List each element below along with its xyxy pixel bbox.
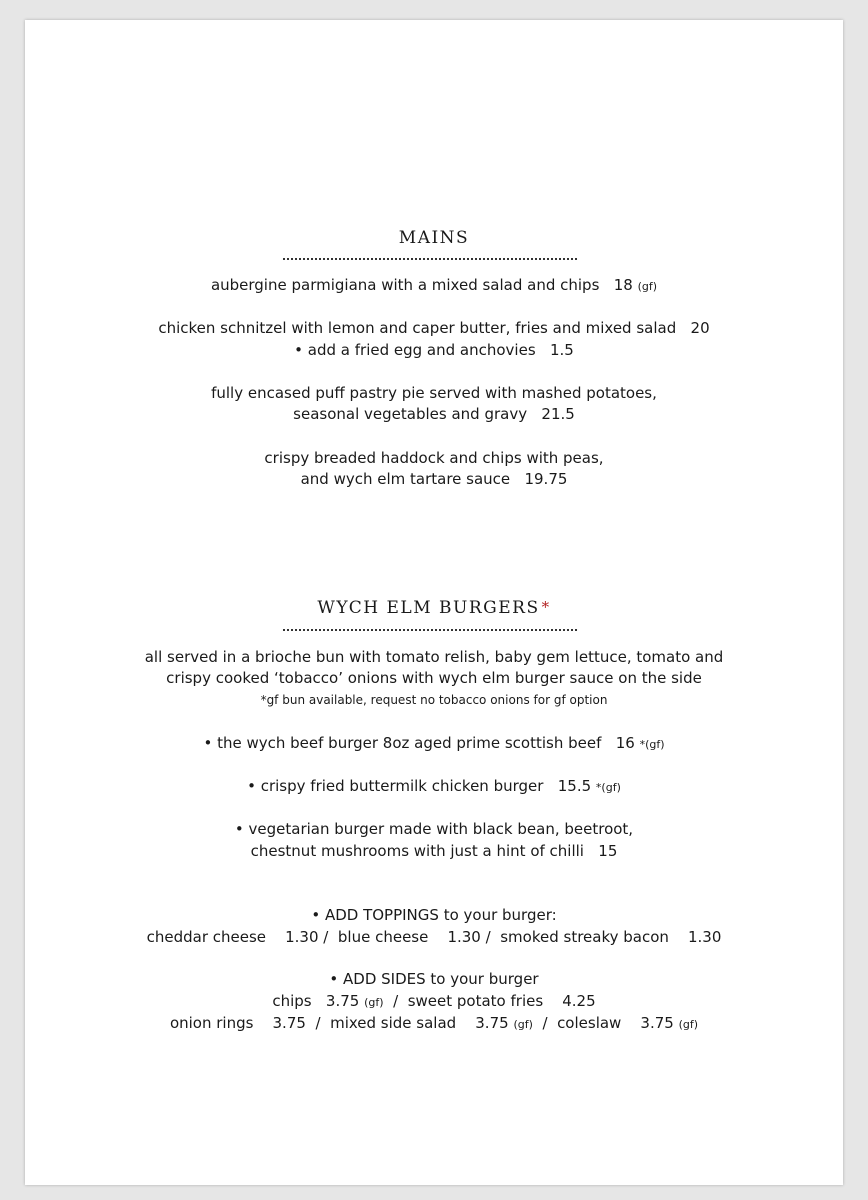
item-text: and wych elm tartare sauce (300, 470, 511, 488)
item-text: seasonal vegetables and gravy (293, 405, 528, 423)
intro-text: crispy cooked ‘tobacco’ onions with wych elm burger sauce on the side (166, 669, 702, 687)
item-price: 15 (598, 842, 618, 860)
burgers-item-3-line-1 (25, 820, 843, 838)
item-price: 16 (615, 734, 635, 752)
gf-tag: (gf) (364, 996, 384, 1009)
topping-name: blue cheese (337, 928, 429, 946)
topping-price: 1.30 (447, 928, 481, 946)
burgers-intro-line-2 (25, 669, 843, 687)
mains-item-1 (25, 276, 843, 294)
topping-price: 1.30 (285, 928, 319, 946)
sides-list-line-2 (25, 1014, 843, 1032)
side-price: 3.75 (325, 992, 360, 1010)
burgers-item-3-line-2 (25, 842, 843, 860)
side-name: mixed side salad (330, 1014, 457, 1032)
gf-tag: (gf) (678, 1018, 699, 1031)
separator: / (542, 1014, 548, 1032)
burgers-intro-line-1 (25, 648, 843, 666)
sides-title-text: • ADD SIDES to your burger (329, 970, 539, 988)
separator: / (315, 1014, 321, 1032)
item-text: aubergine parmigiana with a mixed salad and chips (210, 276, 600, 294)
note-text: *gf bun available, request no tobacco onions for gf option (260, 693, 608, 707)
mains-item-4-line-1 (25, 449, 843, 467)
separator: / (323, 928, 329, 946)
toppings-list (25, 928, 843, 946)
gf-tag: *(gf) (595, 781, 621, 794)
mains-item-2-addon (25, 341, 843, 359)
burgers-divider (283, 629, 577, 631)
item-text: chestnut mushrooms with just a hint of chilli (250, 842, 584, 860)
item-price: 20 (690, 319, 710, 337)
mains-divider (283, 258, 577, 260)
topping-price: 1.30 (687, 928, 722, 946)
item-text: fully encased puff pastry pie served with mashed potatoes, (211, 384, 657, 402)
separator: / (393, 992, 399, 1010)
mains-item-2 (25, 319, 843, 337)
mains-heading-text: MAINS (398, 228, 470, 248)
burgers-heading-text: WYCH ELM BURGERS (317, 598, 540, 618)
burgers-item-2 (25, 777, 843, 795)
item-price: 19.75 (524, 470, 568, 488)
toppings-title (25, 906, 843, 924)
item-text: chicken schnitzel with lemon and caper butter, fries and mixed salad (158, 319, 677, 337)
burgers-item-1 (25, 734, 843, 752)
item-text: crispy breaded haddock and chips with peas, (264, 449, 604, 467)
mains-item-3-line-1 (25, 384, 843, 402)
item-price: 15.5 (557, 777, 592, 795)
burgers-gf-note (25, 693, 843, 707)
side-price: 3.75 (475, 1014, 509, 1032)
gf-tag: (gf) (513, 1018, 533, 1031)
sides-list-line-1 (25, 992, 843, 1010)
addon-price: 1.5 (549, 341, 574, 359)
side-price: 4.25 (562, 992, 596, 1010)
side-name: coleslaw (557, 1014, 622, 1032)
item-text: • crispy fried buttermilk chicken burger (247, 777, 544, 795)
item-price: 21.5 (541, 405, 575, 423)
topping-name: smoked streaky bacon (500, 928, 669, 946)
mains-item-4-line-2 (25, 470, 843, 488)
gf-tag: (gf) (637, 280, 658, 293)
mains-item-3-line-2 (25, 405, 843, 423)
side-price: 3.75 (272, 1014, 306, 1032)
burgers-heading (25, 598, 843, 618)
topping-name: cheddar cheese (146, 928, 267, 946)
side-price: 3.75 (640, 1014, 674, 1032)
addon-text: • add a fried egg and anchovies (294, 341, 536, 359)
item-text: • the wych beef burger 8oz aged prime scottish beef (203, 734, 602, 752)
intro-text: all served in a brioche bun with tomato relish, baby gem lettuce, tomato and (144, 648, 724, 666)
gf-tag: *(gf) (639, 738, 665, 751)
toppings-title-text: • ADD TOPPINGS to your burger: (311, 906, 557, 924)
separator: / (485, 928, 491, 946)
side-name: chips (272, 992, 312, 1010)
item-price: 18 (613, 276, 633, 294)
sides-title (25, 970, 843, 988)
side-name: onion rings (169, 1014, 254, 1032)
menu-page (25, 20, 843, 1185)
item-text: • vegetarian burger made with black bean, beetroot, (234, 820, 634, 838)
side-name: sweet potato fries (407, 992, 544, 1010)
mains-heading (25, 228, 843, 248)
burgers-asterisk: * (541, 598, 551, 616)
